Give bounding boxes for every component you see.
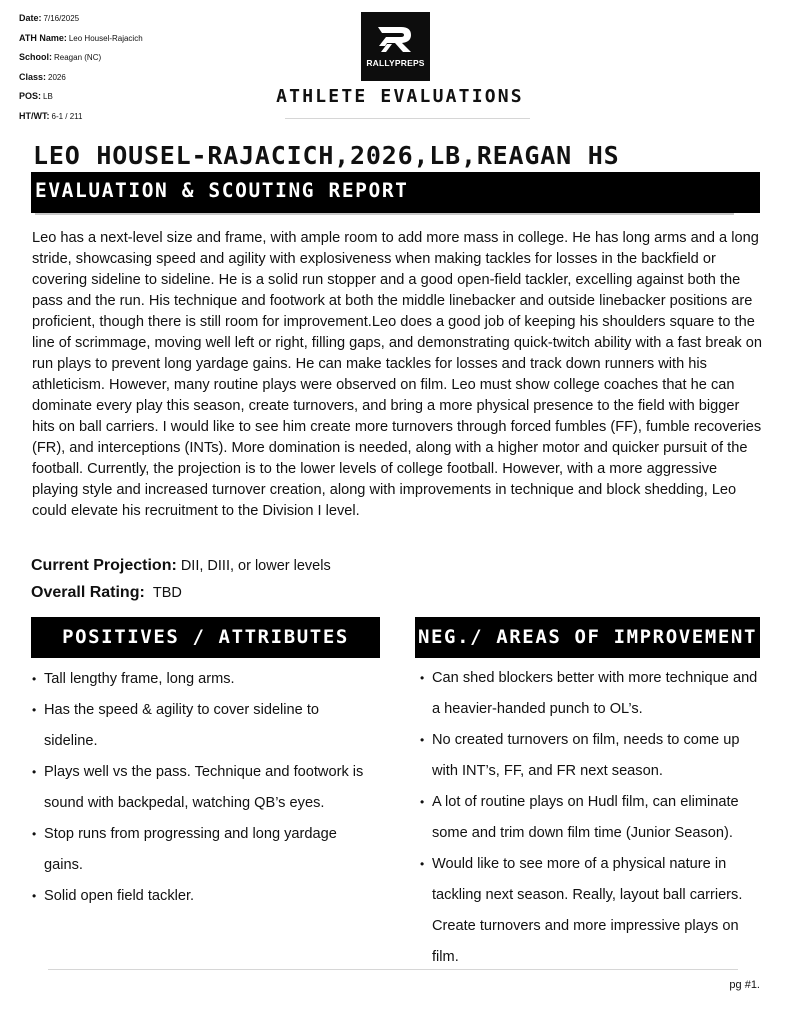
negatives-heading: NEG./ AREAS OF IMPROVEMENT (417, 626, 757, 648)
page-number: pg #1. (729, 979, 760, 991)
negatives-heading-bar (415, 617, 760, 658)
meta-date: Date: 7/16/2025 (19, 13, 80, 23)
report-heading-bar (31, 172, 760, 213)
meta-school: School: Reagan (NC) (19, 52, 102, 63)
athlete-meta (19, 9, 143, 127)
list-item: • Stop runs from progressing and long yardage gains. (32, 819, 372, 881)
negatives-list (420, 663, 765, 973)
positives-heading: POSITIVES / ATTRIBUTES (62, 626, 349, 648)
report-heading-underline (35, 213, 734, 215)
meta-athlete-name: ATH Name: Leo Housel-Rajacich (19, 32, 143, 43)
footer-divider (48, 969, 738, 970)
list-item: • A lot of routine plays on Hudl film, can eliminate some and trim down film time (Junior Season). (420, 787, 765, 849)
list-item: • No created turnovers on film, needs to come up with INT’s, FF, and FR next season. (420, 725, 765, 787)
page-title: LEO HOUSEL-RAJACICH,2026,LB,REAGAN HS (33, 141, 620, 170)
list-item: • Has the speed & agility to cover sideline to sideline. (32, 695, 372, 757)
header-divider (285, 118, 530, 119)
rallypreps-logo (361, 12, 430, 81)
list-item: • Would like to see more of a physical nature in tackling next season. Really, layout ball carriers. Create turnovers and more impressive plays on film. (420, 849, 765, 973)
rallypreps-logo-icon (375, 24, 416, 54)
scouting-report-text: Leo has a next-level size and frame, with ample room to add more mass in college. He has long arms and a long stride, showcasing speed and agility with explosiveness when making tackles for losses in the backfield or covering sideline to sideline. He is a solid run stopper and a good open-field tackler, excelling against both the pass and the run. His technique and footwork at both the middle linebacker and outside linebacker positions are proficient, though there is still room for improvement.Leo does a good job of keeping his shoulders square to the line of scrimmage, moving well left or right, filling gaps, and demonstrating quick-twitch ability with a fast break on run plays to prevent long yardage gains. He can make tackles for losses and track down runners with his athleticism. However, many routine plays were observed on film. Leo must show college coaches that he can dominate every play this season, create turnovers, and bring a more physical presence to the field with bigger hits on ball carriers. I would like to see him create more turnovers through forced fumbles (FF), fumble recoveries (FR), and interceptions (INTs). More domination is needed, along with a higher motor and quicker pursuit of the football. Currently, the projection is to the lower levels of college football. However, with a more aggressive playing style and increased turnover creation, along with improvements in technique and block shedding, Leo could elevate his recruitment to the Division I level. (32, 230, 763, 519)
list-item: • Solid open field tackler. (32, 881, 372, 912)
list-item: • Can shed blockers better with more technique and a heavier-handed punch to OL’s. (420, 663, 765, 725)
report-heading: EVALUATION & SCOUTING REPORT (35, 179, 409, 202)
list-item: • Tall lengthy frame, long arms. (32, 664, 372, 695)
logo-brand-text: RALLYPREPS (366, 58, 425, 68)
overall-rating: Overall Rating: TBD (31, 584, 182, 601)
athlete-evaluations-heading: ATHLETE EVALUATIONS (276, 86, 524, 107)
meta-height-weight: HT/WT: 6-1 / 211 (19, 110, 83, 121)
list-item: • Plays well vs the pass. Technique and footwork is sound with backpedal, watching QB’s eyes. (32, 757, 372, 819)
current-projection: Current Projection: DII, DIII, or lower levels (31, 557, 331, 574)
meta-class: Class: 2026 (19, 71, 66, 82)
positives-heading-bar (31, 617, 380, 658)
meta-position: POS: LB (19, 91, 53, 102)
positives-list (32, 664, 372, 912)
